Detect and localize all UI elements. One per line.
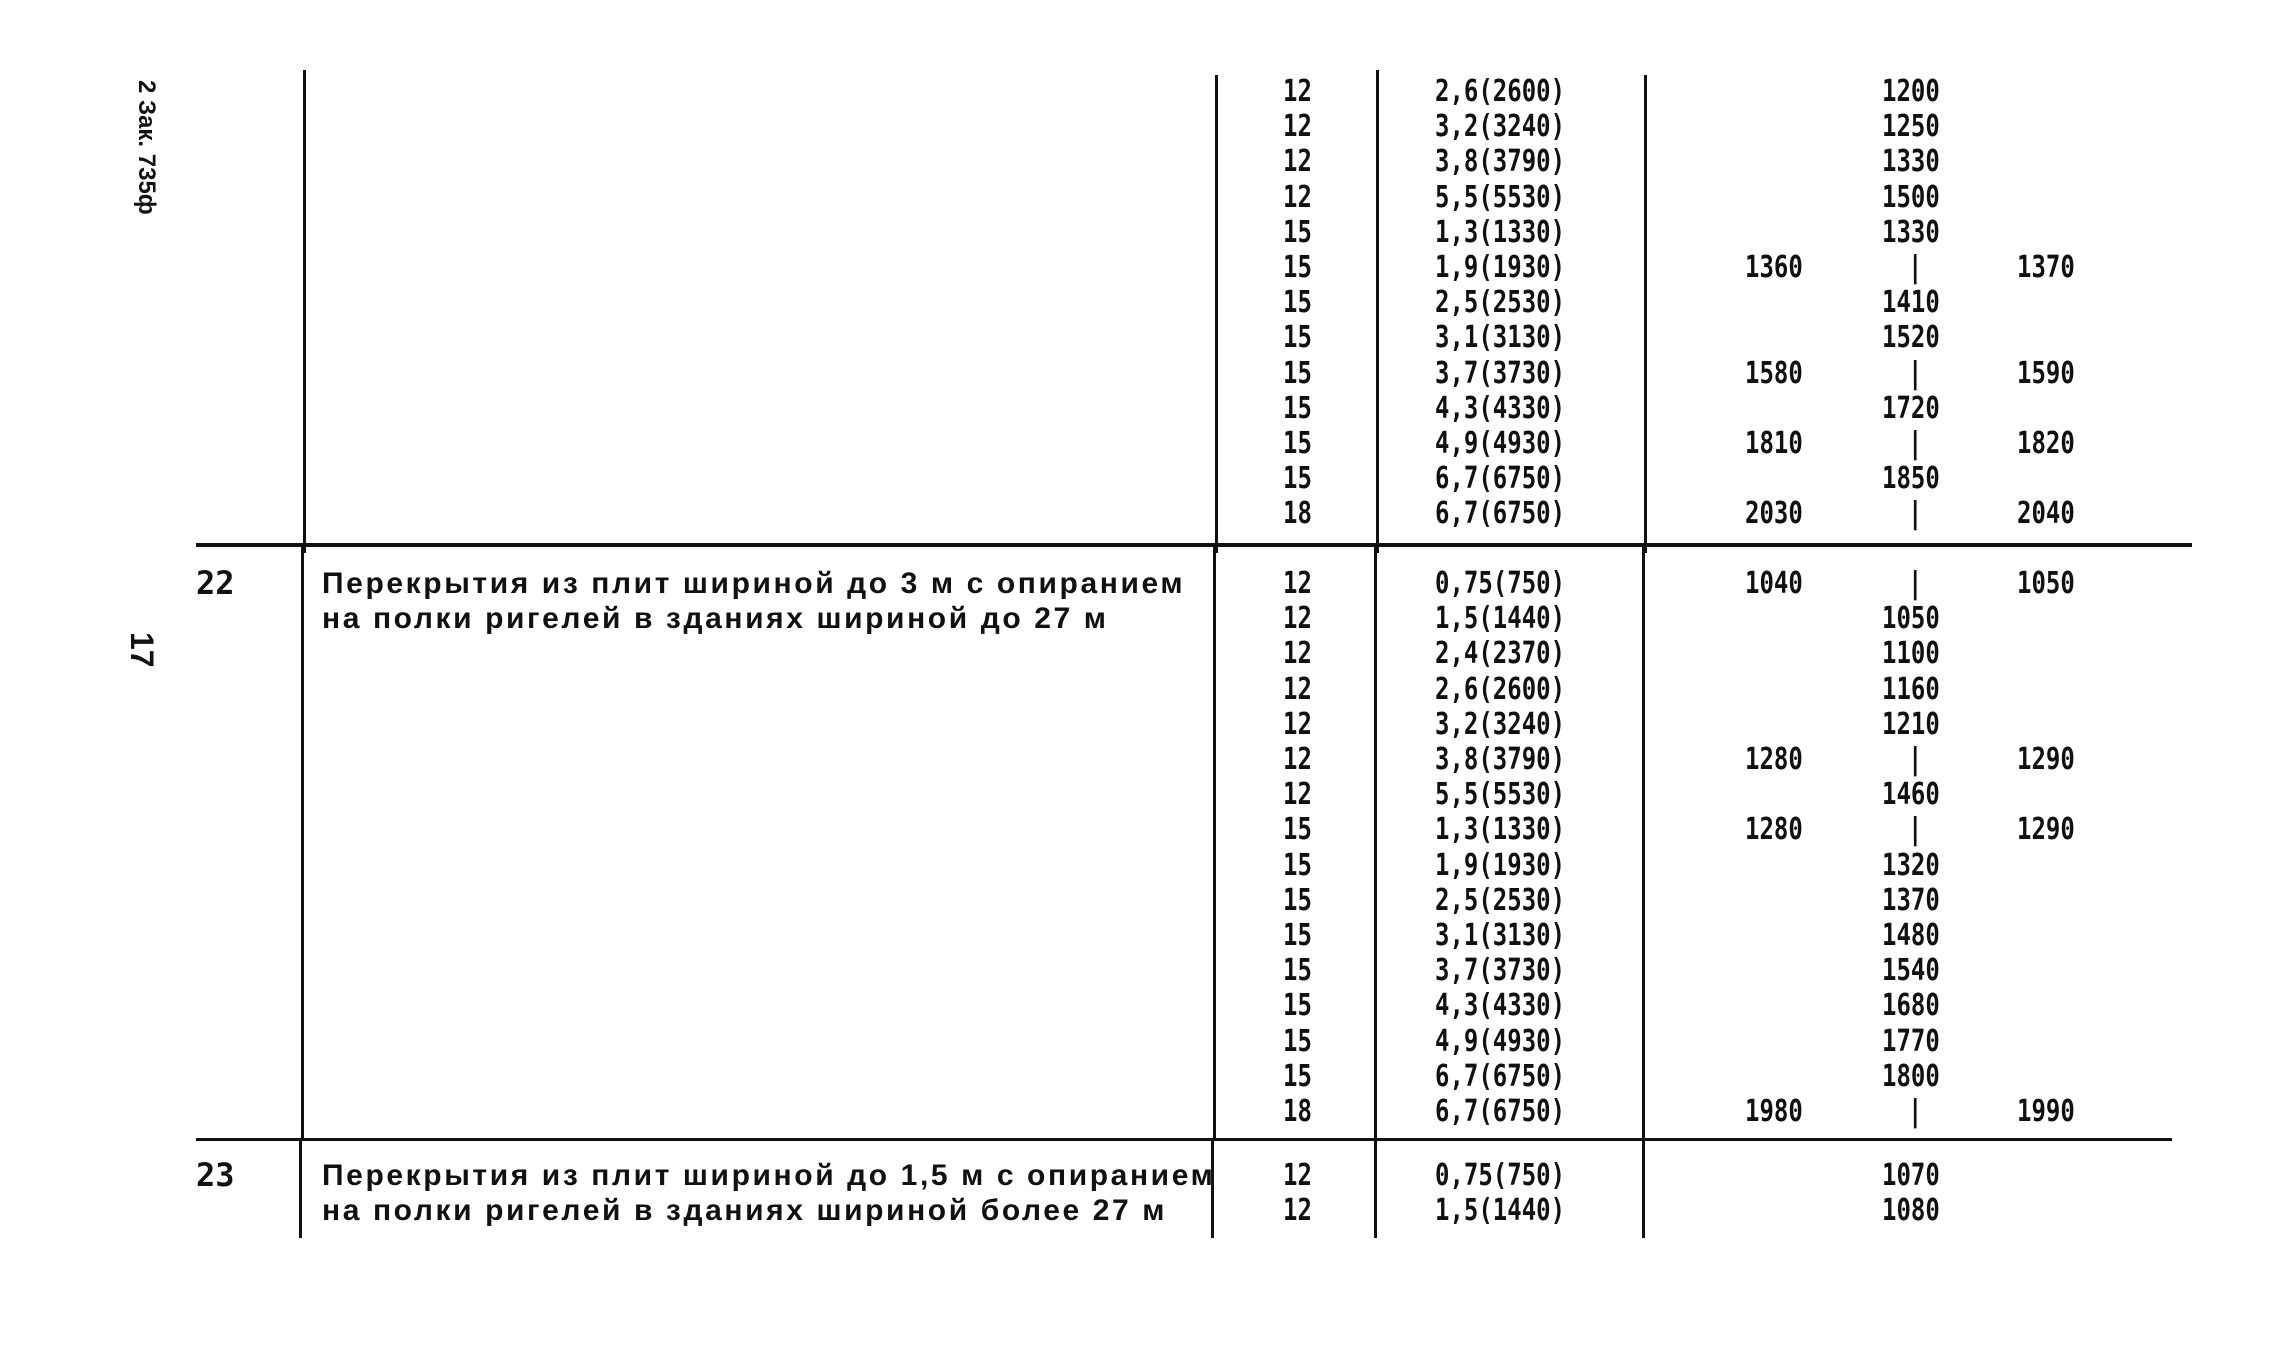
- cell-col-a: 15: [1283, 953, 1312, 989]
- cell-col-right-value: 1990: [2017, 1094, 2075, 1129]
- cell-col-b: 4,9(4930): [1435, 426, 1566, 461]
- cell-col-a: 12: [1283, 109, 1312, 145]
- rule-col-a-right: [1376, 70, 1379, 553]
- cell-col-main-value: 1680: [1882, 988, 1940, 1024]
- cell-col-right-value: 2040: [2017, 496, 2075, 532]
- cell-col-a: 15: [1283, 882, 1312, 918]
- cell-col-a: 15: [1283, 1058, 1312, 1094]
- cell-col-main-value: 1330: [1882, 144, 1940, 180]
- cell-col-main-value: 1850: [1882, 461, 1940, 497]
- cell-col-left-value: 1280: [1745, 742, 1803, 777]
- cell-col-b: 4,9(4930): [1435, 1023, 1566, 1059]
- cell-col-a: 18: [1283, 1094, 1312, 1129]
- cell-col-a: 18: [1283, 496, 1312, 532]
- cell-col-main-value: 1200: [1882, 74, 1940, 109]
- cell-col-main-value: 1210: [1882, 706, 1940, 742]
- cell-col-a: 12: [1283, 179, 1312, 215]
- cell-col-left-value: 1040: [1745, 566, 1803, 601]
- cell-col-b: 2,4(2370): [1435, 636, 1566, 672]
- cell-col-b: 2,5(2530): [1435, 882, 1566, 918]
- cell-col-b: 2,5(2530): [1435, 285, 1566, 321]
- rule-desc-right: [1213, 547, 1216, 1140]
- rule-col-a-right: [1374, 547, 1377, 1140]
- cell-col-a: 12: [1283, 601, 1312, 637]
- cell-col-b: 4,3(4330): [1435, 390, 1566, 426]
- rule-col-b-right: [1642, 1141, 1645, 1238]
- cell-col-a: 15: [1283, 214, 1312, 250]
- rule-col-a-right: [1374, 1141, 1377, 1238]
- cell-col-right-value: 1590: [2017, 355, 2075, 391]
- row-description-line: на полки ригелей в зданиях шириной до 27 м: [322, 602, 1109, 636]
- cell-col-pipe: |: [1908, 250, 1923, 285]
- cell-col-a: 12: [1283, 1158, 1312, 1193]
- row-description-line: Перекрытия из плит шириной до 1,5 м с опиранием: [322, 1159, 1216, 1192]
- rule-col-b-right: [1642, 547, 1645, 1140]
- cell-col-b: 0,75(750): [1435, 1158, 1566, 1193]
- cell-col-b: 1,9(1930): [1435, 250, 1566, 285]
- cell-col-pipe: |: [1908, 566, 1923, 601]
- cell-col-b: 1,5(1440): [1435, 1193, 1566, 1229]
- cell-col-a: 15: [1283, 285, 1312, 321]
- cell-col-right-value: 1820: [2017, 426, 2075, 461]
- cell-col-main-value: 1080: [1882, 1193, 1940, 1229]
- cell-col-right-value: 1050: [2017, 566, 2075, 601]
- side-note-order: 2 Зак. 735ф: [133, 80, 160, 215]
- cell-col-a: 15: [1283, 1023, 1312, 1059]
- separator-before-23: [196, 1138, 2172, 1141]
- cell-col-a: 15: [1283, 250, 1312, 285]
- separator-before-22: [196, 543, 2192, 547]
- cell-col-main-value: 1410: [1882, 285, 1940, 321]
- cell-col-b: 3,1(3130): [1435, 320, 1566, 356]
- rule-desc-right: [1215, 75, 1218, 553]
- cell-col-a: 15: [1283, 847, 1312, 883]
- cell-col-a: 12: [1283, 144, 1312, 180]
- cell-col-left-value: 1580: [1745, 355, 1803, 391]
- row-number: 23: [196, 1156, 235, 1194]
- cell-col-main-value: 1370: [1882, 882, 1940, 918]
- rule-left: [301, 547, 304, 1140]
- cell-col-main-value: 1250: [1882, 109, 1940, 145]
- rule-left: [299, 1141, 302, 1238]
- cell-col-main-value: 1520: [1882, 320, 1940, 356]
- cell-col-main-value: 1320: [1882, 847, 1940, 883]
- cell-col-pipe: |: [1908, 812, 1923, 848]
- cell-col-b: 6,7(6750): [1435, 461, 1566, 497]
- cell-col-b: 3,7(3730): [1435, 355, 1566, 391]
- cell-col-pipe: |: [1908, 1094, 1923, 1129]
- cell-col-b: 6,7(6750): [1435, 1058, 1566, 1094]
- cell-col-main-value: 1050: [1882, 601, 1940, 637]
- cell-col-b: 5,5(5530): [1435, 179, 1566, 215]
- cell-col-a: 12: [1283, 671, 1312, 707]
- cell-col-a: 15: [1283, 812, 1312, 848]
- rule-left: [303, 70, 306, 553]
- cell-col-right-value: 1290: [2017, 742, 2075, 777]
- cell-col-b: 1,9(1930): [1435, 847, 1566, 883]
- cell-col-b: 5,5(5530): [1435, 777, 1566, 813]
- cell-col-b: 2,6(2600): [1435, 671, 1566, 707]
- cell-col-pipe: |: [1908, 355, 1923, 391]
- cell-col-a: 12: [1283, 777, 1312, 813]
- cell-col-main-value: 1070: [1882, 1158, 1940, 1193]
- cell-col-b: 2,6(2600): [1435, 74, 1566, 109]
- cell-col-right-value: 1370: [2017, 250, 2075, 285]
- cell-col-a: 12: [1283, 566, 1312, 601]
- row-description-line: Перекрытия из плит шириной до 3 м с опиранием: [322, 567, 1186, 600]
- cell-col-b: 6,7(6750): [1435, 496, 1566, 532]
- cell-col-left-value: 1810: [1745, 426, 1803, 461]
- cell-col-pipe: |: [1908, 742, 1923, 777]
- cell-col-b: 1,3(1330): [1435, 812, 1566, 848]
- cell-col-a: 12: [1283, 706, 1312, 742]
- row-number: 22: [196, 564, 235, 602]
- cell-col-a: 15: [1283, 390, 1312, 426]
- cell-col-a: 12: [1283, 74, 1312, 109]
- cell-col-left-value: 1360: [1745, 250, 1803, 285]
- cell-col-b: 3,2(3240): [1435, 109, 1566, 145]
- cell-col-pipe: |: [1908, 496, 1923, 532]
- cell-col-left-value: 1280: [1745, 812, 1803, 848]
- cell-col-a: 15: [1283, 355, 1312, 391]
- cell-col-b: 3,8(3790): [1435, 742, 1566, 777]
- cell-col-main-value: 1460: [1882, 777, 1940, 813]
- cell-col-main-value: 1480: [1882, 918, 1940, 953]
- cell-col-right-value: 1290: [2017, 812, 2075, 848]
- cell-col-b: 0,75(750): [1435, 566, 1566, 601]
- cell-col-a: 15: [1283, 988, 1312, 1024]
- cell-col-b: 3,1(3130): [1435, 918, 1566, 953]
- cell-col-a: 15: [1283, 426, 1312, 461]
- rule-col-b-right: [1644, 75, 1647, 553]
- cell-col-main-value: 1330: [1882, 214, 1940, 250]
- cell-col-a: 15: [1283, 918, 1312, 953]
- cell-col-main-value: 1800: [1882, 1058, 1940, 1094]
- cell-col-b: 3,7(3730): [1435, 953, 1566, 989]
- cell-col-main-value: 1500: [1882, 179, 1940, 215]
- cell-col-main-value: 1100: [1882, 636, 1940, 672]
- cell-col-a: 12: [1283, 636, 1312, 672]
- cell-col-main-value: 1720: [1882, 390, 1940, 426]
- cell-col-b: 3,2(3240): [1435, 706, 1566, 742]
- cell-col-pipe: |: [1908, 426, 1923, 461]
- cell-col-b: 6,7(6750): [1435, 1094, 1566, 1129]
- cell-col-a: 15: [1283, 320, 1312, 356]
- page-number: 17: [124, 632, 160, 668]
- cell-col-b: 3,8(3790): [1435, 144, 1566, 180]
- cell-col-a: 12: [1283, 1193, 1312, 1229]
- cell-col-b: 1,5(1440): [1435, 601, 1566, 637]
- cell-col-main-value: 1160: [1882, 671, 1940, 707]
- cell-col-left-value: 2030: [1745, 496, 1803, 532]
- row-description-line: на полки ригелей в зданиях шириной более 27 м: [322, 1194, 1168, 1228]
- cell-col-main-value: 1770: [1882, 1023, 1940, 1059]
- cell-col-b: 4,3(4330): [1435, 988, 1566, 1024]
- cell-col-a: 12: [1283, 742, 1312, 777]
- cell-col-left-value: 1980: [1745, 1094, 1803, 1129]
- cell-col-a: 15: [1283, 461, 1312, 497]
- cell-col-main-value: 1540: [1882, 953, 1940, 989]
- cell-col-b: 1,3(1330): [1435, 214, 1566, 250]
